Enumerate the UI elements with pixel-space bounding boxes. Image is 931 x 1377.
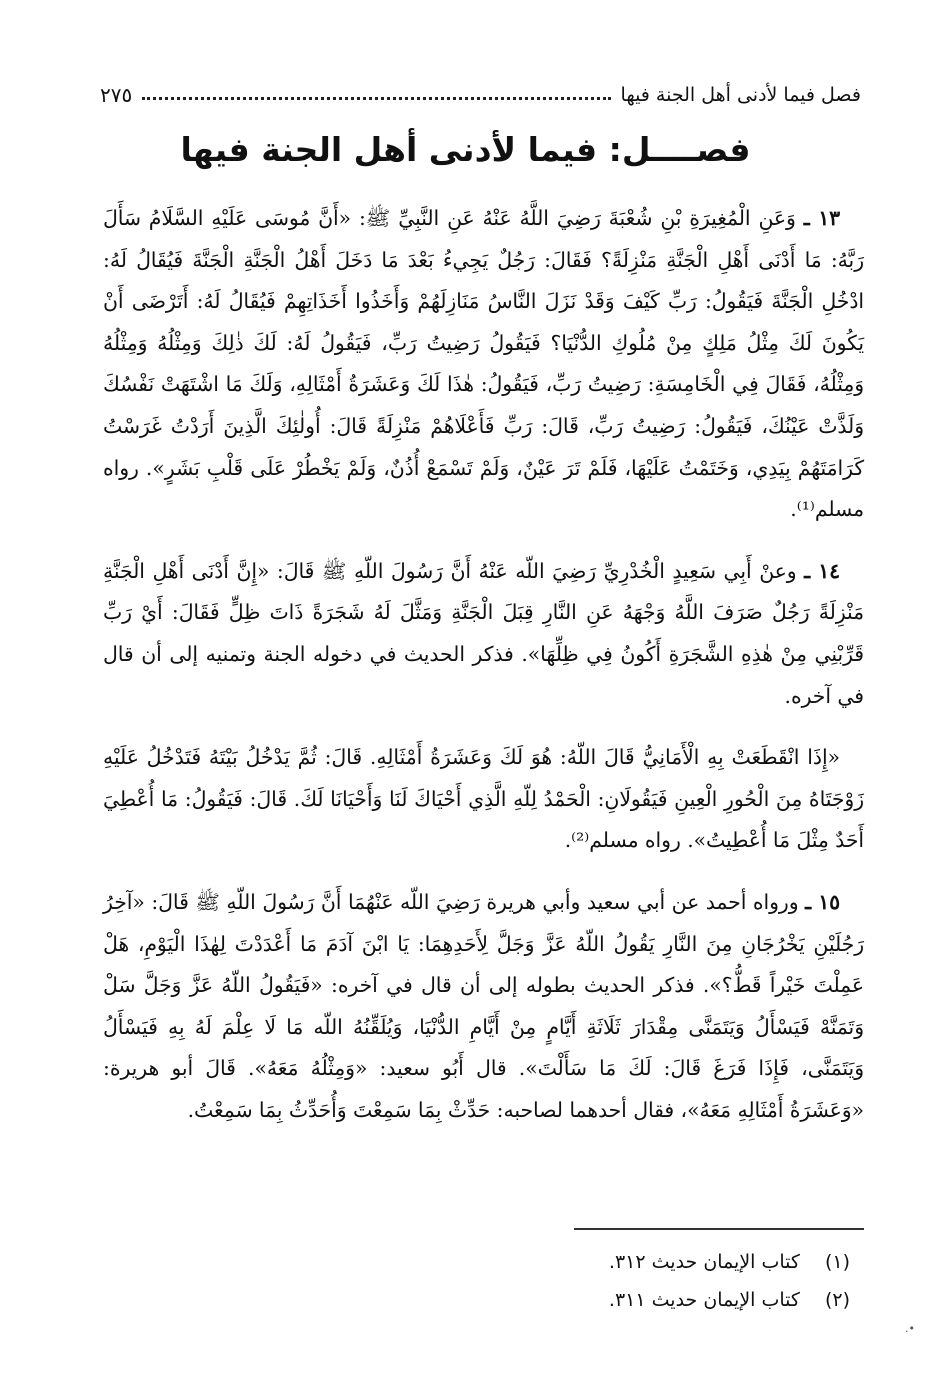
footnote-marker: (١) (824, 1251, 850, 1273)
hadith-number: ١٣ ـ (803, 206, 840, 230)
running-head-leader-dots (142, 85, 610, 100)
footnotes (103, 1243, 864, 1319)
hadith-paragraph (103, 737, 864, 862)
hadith-paragraph (103, 551, 864, 717)
hadith-paragraph (103, 882, 864, 1132)
footnote (103, 1281, 864, 1319)
footnote-text: كتاب الإيمان حديث ٣١٢. (608, 1251, 800, 1273)
running-head-title: فصل فيما لأدنى أهل الجنة فيها (620, 84, 861, 106)
running-head (100, 78, 861, 112)
chapter-title: فصــــل: فيما لأدنى أهل الجنة فيها (180, 130, 751, 169)
page-number: ٢٧٥ (100, 83, 133, 107)
scan-speck-mark: •. (905, 1322, 915, 1335)
hadith-number: ١٥ ـ (805, 889, 840, 914)
hadith-text: ورواه أحمد عن أبي سعيد وأبي هريرة رَضِيَ اللّه عَنْهُمَا أَنَّ رَسُولَ اللّهِ ﷺ قَالَ: «آخِرُ رَجُلَيْنِ يَخْرُجَانِ مِنَ النَّارِ يَقُولُ اللّهُ عَزَّ وَجَلَّ لِأَحَدِهِمَا: يَا ابْنَ آدَمَ مَا أَعْدَدْتَ لِهٰذَا الْيَوْمِ، هَلْ عَمِلْتَ خَيْراً قَطُّ؟». فذكر الحديث بطوله إلى أن قال في آخره: «فَيَقُولُ اللّهُ عَزَّ وَجَلَّ سَلْ وَتَمَنَّهْ فَيَسْأَلُ وَيَتَمَنَّى مِقْدَارَ ثَلَاثَةِ أَيَّامٍ مِنْ أَيَّامِ الدُّنْيَا، وَيُلَقِّنُهُ اللّه مَا لَا عِلْمَ لَهُ بِهِ فَيَسْأَلُ وَيَتَمَنَّى، فَإِذَا فَرَغَ قَالَ: لَكَ مَا سَأَلْتَ». قال أَبُو سعيد: «وَمِثْلُهُ مَعَهُ». قَالَ أبو هريرة: «وَعَشَرَةُ أَمْثَالِهِ مَعَهُ»، فقال أحدهما لصاحبه: حَدِّثْ بِمَا سَمِعْتَ وَأُحَدِّثُ بِمَا سَمِعْتُ. (103, 889, 864, 1122)
footnote (103, 1243, 864, 1281)
footnote-marker: (٢) (824, 1289, 850, 1311)
hadith-paragraph (103, 198, 864, 531)
hadith-text: «إِذَا انْقَطَعَتْ بِهِ الْأَمَانِيُّ قَالَ اللّهُ: هُوَ لَكَ وَعَشَرَةُ أَمْثَالِهِ. قَالَ: ثُمَّ يَدْخُلُ بَيْتَهُ فَتَدْخُلُ عَلَيْهِ زَوْجَتَاهُ مِنَ الْحُورِ الْعِينِ فَيَقُولَانِ: الْحَمْدُ لِلّهِ الَّذِي أَحْيَاكَ لَنَا وَأَحْيَانَا لَكَ. قَالَ: فَيَقُولُ: مَا أُعْطِيَ أَحَدٌ مِثْلَ مَا أُعْطِيتُ». رواه مسلم⁽²⁾. (103, 745, 864, 853)
hadith-body (103, 198, 864, 1131)
hadith-text: وَعَنِ الْمُغِيرَةِ بْنِ شُعْبَةَ رَضِيَ اللَّهُ عَنْهُ عَنِ النَّبِيِّ ﷺ: «أَنَّ مُوسَى عَلَيْهِ السَّلَامُ سَأَلَ رَبَّهُ: مَا أَدْنَى أَهْلِ الْجَنَّةِ مَنْزِلَةً؟ فَقَالَ: رَجُلٌ يَجِيءُ بَعْدَ مَا دَخَلَ أَهْلُ الْجَنَّةِ الْجَنَّةَ فَيُقَالُ لَهُ: ادْخُلِ الْجَنَّةَ فَيَقُولُ: رَبِّ كَيْفَ وَقَدْ نَزَلَ النَّاسُ مَنَازِلَهُمْ وَأَخَذُوا أَخَذَاتِهِمْ فَيُقَالُ لَهُ: أَتَرْضَى أَنْ يَكُونَ لَكَ مِثْلُ مَلِكٍ مِنْ مُلُوكِ الدُّنْيَا؟ فَيَقُولُ رَضِيتُ رَبِّ، فَيَقُولُ لَهُ: لَكَ ذٰلِكَ وَمِثْلُهُ وَمِثْلُهُ وَمِثْلُهُ، فَقَالَ فِي الْخَامِسَةِ: رَضِيتُ رَبِّ، فَيَقُولُ: هٰذَا لَكَ وَعَشَرَةُ أَمْثَالِهِ، وَلَكَ مَا اشْتَهَتْ نَفْسُكَ وَلَذَّتْ عَيْنُكَ، فَيَقُولُ: رَضِيتُ رَبِّ، قَالَ: رَبِّ فَأَعْلَاهُمْ مَنْزِلَةً قَالَ: أُولٰئِكَ الَّذِينَ أَرَدْتُ غَرَسْتُ كَرَامَتَهُمْ بِيَدِي، وَخَتَمْتُ عَلَيْهَا، فَلَمْ تَرَ عَيْنٌ، وَلَمْ تَسْمَعْ أُذُنٌ، وَلَمْ يَخْطُرْ عَلَى قَلْبِ بَشَرٍ». رواه مسلم⁽¹⁾. (103, 206, 864, 522)
hadith-text: وعنْ أَبِي سَعِيدٍ الْخُدْرِيِّ رَضِيَ اللّه عَنْهُ أَنَّ رَسُولَ اللّهِ ﷺ قَالَ: «إِنَّ أَدْنَى أَهْلِ الْجَنَّةِ مَنْزِلَةً رَجُلٌ صَرَفَ اللَّهُ وَجْهَهُ عَنِ النَّارِ قِبَلَ الْجَنَّةِ وَمَثَّلَ لَهُ شَجَرَةً ذَاتَ ظِلٍّ فَقَالَ: أَيْ رَبِّ قَرِّبْنِي مِنْ هٰذِهِ الشَّجَرَةِ أَكُونُ فِي ظِلِّهَا». فذكر الحديث في دخوله الجنة وتمنيه إلى أن قال في آخره. (103, 558, 864, 708)
footnote-text: كتاب الإيمان حديث ٣١١. (608, 1289, 800, 1311)
hadith-number: ١٤ ـ (804, 558, 841, 583)
footnote-divider (574, 1228, 864, 1230)
